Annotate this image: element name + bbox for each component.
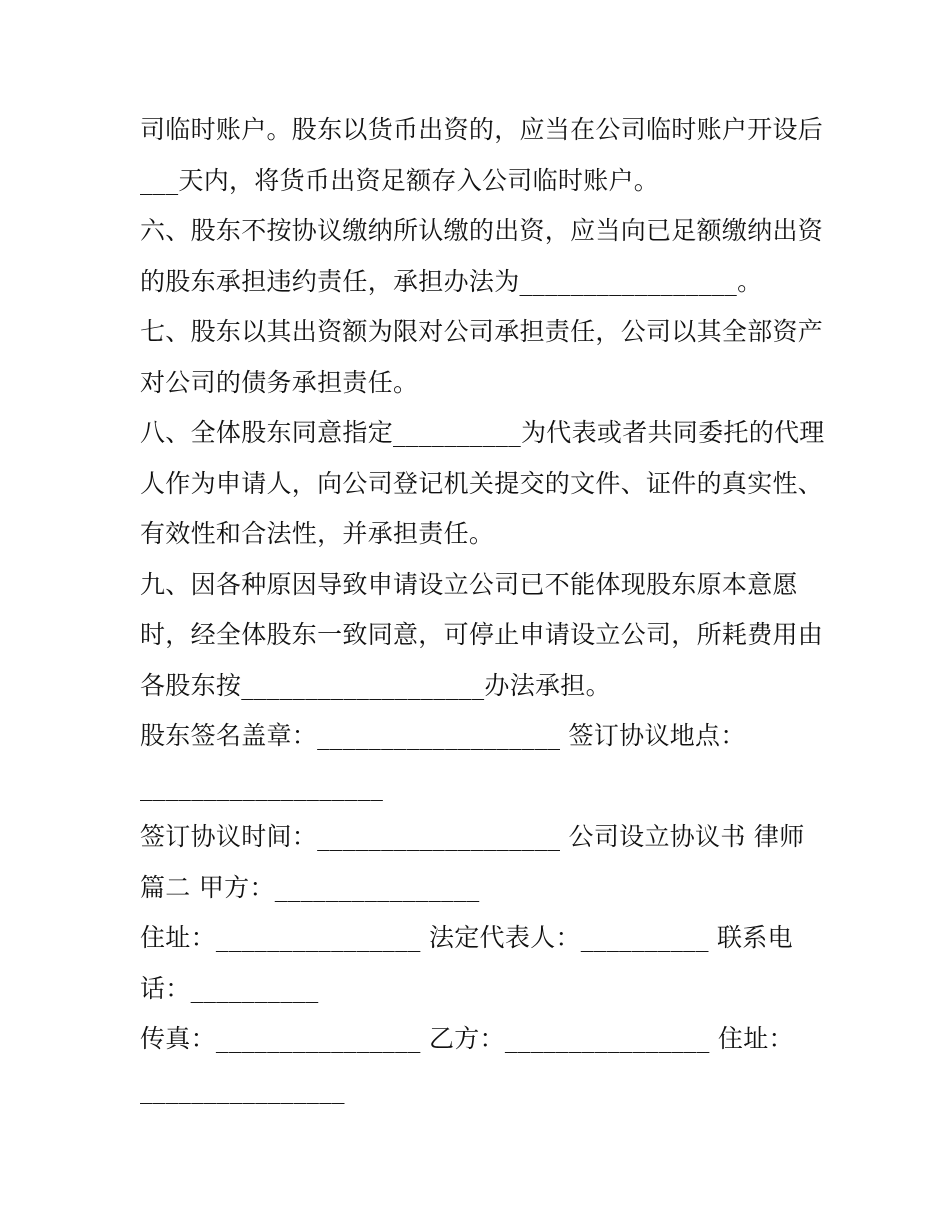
text-line-6: 对公司的债务承担责任。 — [140, 368, 419, 397]
signature-line: 股东签名盖章：___________________ 签订协议地点： — [140, 721, 746, 750]
text-line-10: 九、因各种原因导致申请设立公司已不能体现股东原本意愿 — [140, 570, 798, 599]
party-a-line: 篇二 甲方：________________ — [140, 873, 480, 902]
signing-time-line: 签订协议时间：___________________ 公司设立协议书 律师 — [140, 822, 805, 851]
text-line-8: 人作为申请人，向公司登记机关提交的文件、证件的真实性、 — [140, 469, 824, 498]
address-rep-line: 住址：________________ 法定代表人：__________ 联系电 — [140, 923, 793, 952]
text-line-2: ___天内，将货币出资足额存入公司临时账户。 — [140, 166, 660, 195]
text-line-7: 八、全体股东同意指定__________为代表或者共同委托的代理 — [140, 418, 825, 447]
text-line-3: 六、股东不按协议缴纳所认缴的出资，应当向已足额缴纳出资 — [140, 216, 824, 245]
text-line-4: 的股东承担违约责任，承担办法为_________________。 — [140, 267, 763, 296]
text-line-11: 时，经全体股东一致同意，可停止申请设立公司，所耗费用由 — [140, 620, 824, 649]
text-line-9: 有效性和合法性，并承担责任。 — [140, 519, 495, 548]
phone-line: 话：__________ — [140, 974, 319, 1003]
party-b-address-blank: ________________ — [140, 1075, 345, 1104]
text-line-12: 各股东按___________________办法承担。 — [140, 671, 611, 700]
fax-party-b-line: 传真：________________ 乙方：________________ 住址： — [140, 1024, 794, 1053]
text-line-1: 司临时账户。股东以货币出资的，应当在公司临时账户开设后 — [140, 115, 824, 144]
text-line-5: 七、股东以其出资额为限对公司承担责任，公司以其全部资产 — [140, 317, 824, 346]
signing-place-blank: ___________________ — [140, 772, 384, 801]
